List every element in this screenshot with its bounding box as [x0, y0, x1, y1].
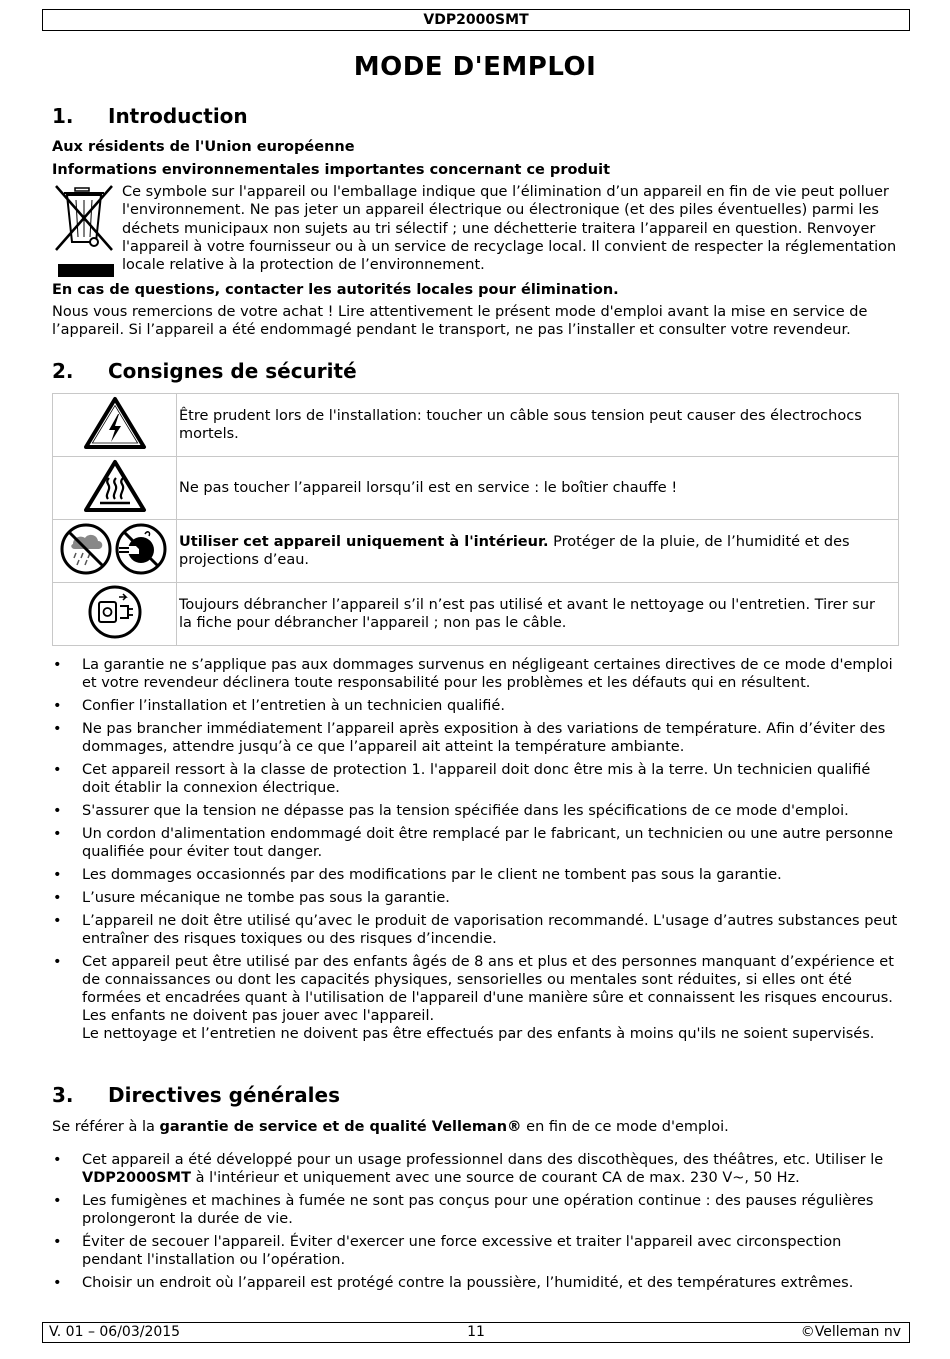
warranty-reference-bold: garantie de service et de qualité Velleman® — [159, 1119, 522, 1135]
page-header — [42, 9, 910, 31]
page-footer — [42, 1322, 910, 1343]
safety-row — [53, 583, 899, 646]
list-item — [52, 953, 902, 1043]
section-title: Consignes de sécurité — [108, 359, 357, 383]
safety-text-cell: Toujours débrancher l’appareil s’il n’est pas utilisé et avant le nettoyage ou l'entretien. Tirer sur la fiche pour débrancher l'appareil ; non pas le câble. — [177, 583, 899, 646]
section-heading-introduction — [52, 104, 248, 128]
section-number: 2. — [52, 359, 74, 383]
list-item: • La garantie ne s’applique pas aux dommages survenus en négligeant certaines directives de ce mode d'emploi et votre revendeur déclinera toute responsabilité pour les problèmes et les défauts qui en résultent. — [52, 656, 902, 692]
thanks-text: Nous vous remercions de votre achat ! Lire attentivement le présent mode d'emploi avant la mise en service de l’appareil. Si l’appareil a été endommagé pendant le transport, ne pas l’installer et consulter votre revendeur. — [52, 304, 868, 338]
list-item: • L’appareil ne doit être utilisé qu’avec le produit de vaporisation recommandé. L'usage d’autres substances peut entraîner des risques toxiques ou des risques d’incendie. — [52, 912, 902, 948]
safety-table — [52, 393, 899, 646]
section-heading-general — [52, 1083, 340, 1107]
list-item: • Les dommages occasionnés par des modifications par le client ne tombent pas sous la garantie. — [52, 866, 902, 884]
safety-text-cell: Être prudent lors de l'installation: toucher un câble sous tension peut causer des électrochocs mortels. — [177, 394, 899, 457]
env-heading: Informations environnementales importantes concernant ce produit — [52, 162, 611, 178]
indoor-use-only-icon — [59, 522, 171, 576]
safety-text-cell: Ne pas toucher l’appareil lorsqu’il est en service : le boîtier chauffe ! — [177, 457, 899, 520]
safety-row — [53, 394, 899, 457]
safety-text: Protéger de la pluie, de l’humidité et des projections d’eau. — [179, 534, 850, 568]
list-item: • S'assurer que la tension ne dépasse pas la tension spécifiée dans les spécifications de ce mode d'emploi. — [52, 802, 902, 820]
list-item: • Éviter de secouer l'appareil. Éviter d'exercer une force excessive et traiter l'appareil avec circonspection pendant l'installation ou l’opération. — [52, 1233, 902, 1269]
header-model: VDP2000SMT — [423, 12, 529, 28]
safety-icon-cell — [53, 520, 177, 583]
model-name: VDP2000SMT — [82, 1170, 192, 1186]
safety-row — [53, 520, 899, 583]
warranty-reference — [52, 1118, 902, 1136]
footer-version: V. 01 – 06/03/2015 — [49, 1324, 181, 1340]
children-supervision-text: Le nettoyage et l’entretien ne doivent pas être effectués par des enfants à moins qu'ils ne soient supervisés. — [82, 1026, 875, 1042]
list-item: • L’usure mécanique ne tombe pas sous la garantie. — [52, 889, 902, 907]
list-item: • Choisir un endroit où l’appareil est protégé contre la poussière, l’humidité, et des températures extrêmes. — [52, 1274, 902, 1292]
hot-surface-warning-icon — [83, 459, 147, 513]
list-item: • Ne pas brancher immédiatement l’appareil après exposition à des variations de température. Afin d’éviter des dommages, attendre jusqu’à ce que l’appareil ait atteint la température ambiante. — [52, 720, 902, 756]
footer-page-number: 11 — [467, 1324, 485, 1340]
safety-text-bold: Utiliser cet appareil uniquement à l'intérieur. — [179, 534, 549, 550]
list-item: • Cet appareil ressort à la classe de protection 1. l'appareil doit donc être mis à la terre. Un technicien qualifié doit établir la connexion électrique. — [52, 761, 902, 797]
safety-icon-cell — [53, 394, 177, 457]
safety-row — [53, 457, 899, 520]
list-item-text: Cet appareil a été développé pour un usage professionnel dans des discothèques, des théâtres, etc. Utiliser le — [82, 1152, 884, 1168]
list-item: • Un cordon d'alimentation endommagé doit être remplacé par le fabricant, un technicien ou une autre personne qualifiée pour éviter tout danger. — [52, 825, 902, 861]
list-item: • Confier l’installation et l’entretien à un technicien qualifié. — [52, 697, 902, 715]
unplug-device-icon — [88, 585, 142, 639]
safety-text-cell — [177, 520, 899, 583]
section-title: Directives générales — [108, 1083, 340, 1107]
list-item: • Les fumigènes et machines à fumée ne sont pas conçus pour une opération continue : des pauses régulières prolongeront la durée de vie. — [52, 1192, 902, 1228]
safety-bullet-list — [52, 656, 902, 1048]
list-item — [52, 1151, 902, 1187]
section-heading-safety — [52, 359, 357, 383]
eu-heading: Aux résidents de l'Union européenne — [52, 139, 355, 155]
safety-icon-cell — [53, 583, 177, 646]
general-bullet-list — [52, 1151, 902, 1297]
safety-icon-cell — [53, 457, 177, 520]
document-title: MODE D'EMPLOI — [353, 52, 597, 82]
questions-text: En cas de questions, contacter les autorités locales pour élimination. — [52, 282, 619, 298]
weee-crossed-bin-icon — [54, 184, 116, 278]
section-number: 1. — [52, 104, 74, 128]
footer-copyright: ©Velleman nv — [800, 1324, 901, 1340]
children-text: Cet appareil peut être utilisé par des enfants âgés de 8 ans et plus et des personnes manquant d’expérience et de connaissances ou dont les capacités physiques, sensorielles ou mentales sont réduites, si elles ont été formées et encadrées quant à l'utilisation de l'appareil d'une manière sûre et connaissent les risques encourus. Les enfants ne doivent pas jouer avec l'appareil. — [82, 954, 894, 1024]
weee-text: Ce symbole sur l'appareil ou l'emballage indique que l’élimination d’un appareil en fin de vie peut polluer l'environnement. Ne pas jeter un appareil électrique ou électronique (et des piles éventuelles) parmi les déchets municipaux non sujets au tri sélectif ; une déchetterie traitera l’appareil en question. Renvoyer l'appareil à votre fournisseur ou à un service de recyclage local. Il convient de respecter la réglementation locale relative à la protection de l’environnement. — [122, 184, 897, 274]
electric-shock-warning-icon — [83, 396, 147, 450]
ref-text-end: en fin de ce mode d'emploi. — [521, 1119, 729, 1135]
list-item-text-end: à l'intérieur et uniquement avec une source de courant CA de max. 230 V~, 50 Hz. — [191, 1170, 800, 1186]
ref-text: Se référer à la — [52, 1119, 160, 1135]
section-title: Introduction — [108, 104, 248, 128]
section-number: 3. — [52, 1083, 74, 1107]
